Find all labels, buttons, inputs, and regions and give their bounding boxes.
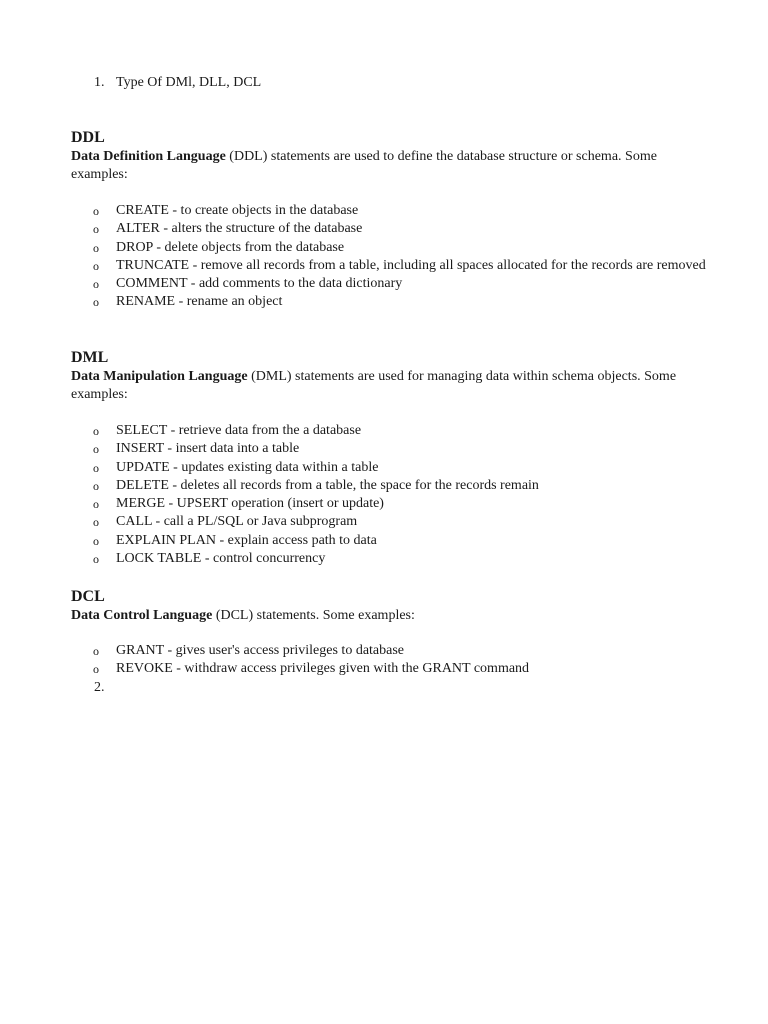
- numbered-item-1: [94, 74, 261, 92]
- bullet-icon: o: [93, 662, 99, 677]
- list-item-text: TRUNCATE - remove all records from a table, including all spaces allocated for the records are removed: [116, 257, 706, 273]
- dcl-desc-text: (DCL) statements. Some examples:: [212, 608, 415, 623]
- list-item-text: REVOKE - withdraw access privileges given with the GRANT command: [116, 661, 530, 677]
- list-item-text: COMMENT - add comments to the data dictionary: [116, 276, 403, 292]
- list-item: [71, 495, 711, 513]
- dcl-term: Data Control Language: [71, 608, 213, 623]
- dml-heading: DML: [71, 349, 109, 366]
- list-item-text: DELETE - deletes all records from a table, the space for the records remain: [116, 477, 539, 493]
- bullet-icon: o: [93, 424, 99, 438]
- ddl-desc-text: (DDL) statements are used to define the database structure or schema. Some examples:: [71, 149, 657, 182]
- list-item: [71, 239, 711, 257]
- ddl-heading: DDL: [71, 129, 105, 146]
- bullet-icon: o: [93, 295, 99, 310]
- bullet-icon: o: [93, 442, 99, 457]
- list-item-text: CREATE - to create objects in the database: [116, 203, 359, 218]
- numbered-item-2: [94, 679, 116, 697]
- list-item: [71, 293, 711, 311]
- list-item-text: UPDATE - updates existing data within a table: [116, 459, 379, 475]
- list-item-text: LOCK TABLE - control concurrency: [116, 551, 326, 567]
- list-item: [71, 440, 711, 458]
- bullet-icon: o: [93, 515, 99, 530]
- bullet-icon: o: [93, 240, 99, 255]
- bullet-icon: o: [93, 460, 99, 475]
- list-item: [71, 459, 711, 477]
- bullet-icon: o: [93, 222, 99, 237]
- item-number: 2.: [94, 680, 105, 695]
- list-item-text: GRANT - gives user's access privileges to database: [116, 643, 405, 658]
- dml-examples-list: [71, 422, 711, 568]
- ddl-term: Data Definition Language: [71, 149, 226, 164]
- bullet-icon: o: [93, 204, 99, 218]
- dml-desc-text: (DML) statements are used for managing data within schema objects. Some examples:: [71, 369, 677, 402]
- dcl-heading: DCL: [71, 588, 105, 605]
- list-item: [71, 660, 711, 678]
- bullet-icon: o: [93, 277, 99, 292]
- item-text: Type Of DMl, DLL, DCL: [116, 75, 262, 90]
- bullet-icon: o: [93, 644, 99, 658]
- list-item-text: EXPLAIN PLAN - explain access path to data: [116, 532, 377, 548]
- list-item-text: DROP - delete objects from the database: [116, 239, 345, 255]
- bullet-icon: o: [93, 497, 99, 512]
- dcl-examples-list: [71, 642, 711, 679]
- bullet-icon: o: [93, 533, 99, 548]
- list-item-text: SELECT - retrieve data from the a database: [116, 423, 362, 438]
- bullet-icon: o: [93, 478, 99, 493]
- list-item-text: CALL - call a PL/SQL or Java subprogram: [116, 514, 358, 530]
- bullet-icon: o: [93, 552, 99, 567]
- list-item-text: ALTER - alters the structure of the database: [116, 221, 363, 237]
- list-item: [71, 513, 711, 531]
- list-item-text: INSERT - insert data into a table: [116, 441, 300, 457]
- list-item: [71, 220, 711, 238]
- item-number: 1.: [94, 75, 105, 90]
- bullet-icon: o: [93, 258, 99, 273]
- list-item: [71, 202, 711, 220]
- ddl-description: [71, 148, 711, 184]
- list-item: [71, 642, 711, 660]
- list-item-text: MERGE - UPSERT operation (insert or update): [116, 496, 384, 512]
- list-item: [71, 477, 711, 495]
- dml-description: [71, 368, 711, 404]
- list-item: [71, 422, 711, 440]
- list-item-text: RENAME - rename an object: [116, 294, 283, 310]
- dml-term: Data Manipulation Language: [71, 369, 248, 384]
- list-item: [71, 275, 711, 293]
- list-item: [71, 532, 711, 550]
- list-item: [71, 550, 711, 568]
- dcl-description: [71, 607, 711, 625]
- ddl-examples-list: [71, 202, 711, 312]
- list-item: [71, 257, 711, 275]
